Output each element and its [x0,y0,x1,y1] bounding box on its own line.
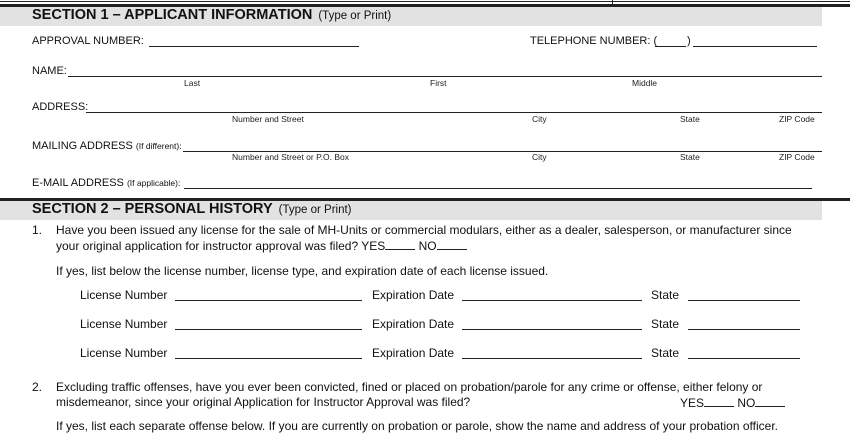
expiration-date-field[interactable] [462,358,642,359]
approval-number-label: APPROVAL NUMBER: [32,35,144,47]
telephone-paren: ) [687,35,691,47]
state-field[interactable] [688,358,800,359]
q1-no-blank[interactable] [437,238,467,250]
mailing-address-note: (If different): [135,141,182,151]
mailing-state-caption: State [680,152,700,162]
q2-yes-label: YES [680,396,705,410]
license-number-field[interactable] [175,300,362,301]
license-number-field[interactable] [175,329,362,330]
q2-followup: If yes, list each separate offense below. If you are currently on probation or parole, show the name and address of your probation officer. [56,419,778,433]
email-note: (If applicable): [126,178,181,188]
name-field[interactable] [68,76,822,77]
expiration-date-label: Expiration Date [372,317,455,331]
q2-no-blank[interactable] [755,395,785,407]
q2-number: 2. [32,380,43,394]
q2-yes-blank[interactable] [704,395,734,407]
section2-type-note: (Type or Print) [278,204,352,216]
telephone-label: TELEPHONE NUMBER: ( [530,35,658,47]
section1-type-note: (Type or Print) [318,10,392,22]
telephone-number-field[interactable] [693,46,817,47]
state-label: State [651,288,680,302]
address-label: ADDRESS: [32,101,89,113]
section1-title [32,7,391,23]
q1-no-label: NO [418,239,437,253]
section1-title-text: SECTION 1 – APPLICANT INFORMATION [32,7,313,23]
q2-line2: misdemeanor, since your original Application for Instructor Approval was filed? [56,395,471,409]
q2-no-label: NO [737,396,756,410]
name-first-caption: First [430,78,447,88]
expiration-date-label: Expiration Date [372,288,455,302]
state-label: State [651,317,680,331]
q1-followup: If yes, list below the license number, license type, and expiration date of each license issued. [56,264,549,278]
q1-line2-text: your original application for instructor approval was filed? YES [56,239,386,253]
q2-answers [680,395,785,411]
section2-title-text: SECTION 2 – PERSONAL HISTORY [32,201,273,217]
email-label [32,177,180,189]
license-number-label: License Number [80,288,168,302]
section2-title [32,201,352,217]
address-zip-caption: ZIP Code [779,114,815,124]
mailing-address-text: MAILING ADDRESS [32,140,133,152]
name-last-caption: Last [184,78,201,88]
mailing-street-caption: Number and Street or P.O. Box [232,152,350,162]
q1-line2 [56,238,467,254]
approval-number-field[interactable] [149,46,359,47]
name-middle-caption: Middle [632,78,658,88]
email-field[interactable] [184,188,812,189]
telephone-area-code-field[interactable] [655,46,686,47]
expiration-date-field[interactable] [462,300,642,301]
mailing-zip-caption: ZIP Code [779,152,815,162]
expiration-date-field[interactable] [462,329,642,330]
state-field[interactable] [688,300,800,301]
license-number-label: License Number [80,346,168,360]
top-line-fragment [0,1,850,2]
q2-line1: Excluding traffic offenses, have you ever been convicted, fined or placed on probation/parole for any crime or offense, either felony or [56,380,763,394]
name-label: NAME: [32,65,67,77]
license-number-label: License Number [80,317,168,331]
q1-number: 1. [32,223,43,237]
address-city-caption: City [532,114,547,124]
expiration-date-label: Expiration Date [372,346,455,360]
mailing-city-caption: City [532,152,547,162]
state-field[interactable] [688,329,800,330]
mailing-address-label [32,140,182,152]
address-street-caption: Number and Street [232,114,304,124]
license-number-field[interactable] [175,358,362,359]
q1-yes-blank[interactable] [385,238,415,250]
q1-line1: Have you been issued any license for the sale of MH-Units or commercial modulars, either as a dealer, salesperson, or manufacturer since [56,223,792,237]
email-text: E-MAIL ADDRESS [32,177,124,189]
address-field[interactable] [86,112,822,113]
state-label: State [651,346,680,360]
address-state-caption: State [680,114,700,124]
